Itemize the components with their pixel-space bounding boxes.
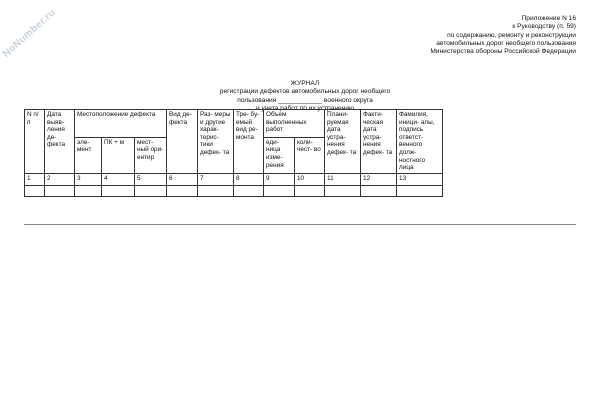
empty-cell[interactable] <box>295 185 325 196</box>
header-repair-type: Тре- бу- емый вид ре- монта <box>234 110 264 174</box>
appendix-line: по содержанию, ремонту и реконструкции <box>447 31 576 39</box>
appendix-note <box>430 15 576 56</box>
header-date-found: Дата выяв- ления де- фекта <box>45 110 75 174</box>
header-location: Местоположение дефекта <box>75 110 167 138</box>
column-number: 6 <box>167 173 198 185</box>
journal-subtitle-line: и учета работ по их устранению <box>256 104 354 112</box>
column-number: 4 <box>102 173 135 185</box>
header-unit: еди- ница изме- рения <box>264 137 295 173</box>
empty-cell[interactable] <box>45 185 75 196</box>
header-num: N п/п <box>25 110 45 174</box>
header-responsible: Фамилия, иници- алы, подпись ответст- венного долж- ностного лица <box>397 110 443 174</box>
column-number-row <box>25 173 443 185</box>
watermark: NoNumber.ru <box>0 7 58 60</box>
header-pk: ПК + м <box>102 137 135 173</box>
empty-cell[interactable] <box>234 185 264 196</box>
page-divider <box>24 224 576 225</box>
column-number: 10 <box>295 173 325 185</box>
column-number: 12 <box>361 173 397 185</box>
empty-cell[interactable] <box>397 185 443 196</box>
header-row <box>25 110 443 138</box>
header-defect-type: Вид де- фекта <box>167 110 198 174</box>
column-number: 13 <box>397 173 443 185</box>
journal-heading: ЖУРНАЛ <box>290 80 320 87</box>
header-work-volume: Объем выполненных работ <box>264 110 325 138</box>
column-number: 7 <box>198 173 234 185</box>
header-quantity: коли- чест- во <box>295 137 325 173</box>
column-number: 8 <box>234 173 264 185</box>
empty-cell[interactable] <box>75 185 102 196</box>
empty-cell[interactable] <box>198 185 234 196</box>
empty-cell[interactable] <box>325 185 361 196</box>
column-number: 11 <box>325 173 361 185</box>
column-number: 1 <box>25 173 45 185</box>
header-dimensions: Раз- меры и другие харак- терис- тики дефек- та <box>198 110 234 174</box>
appendix-line: Приложение N 16 <box>521 15 576 22</box>
column-number: 9 <box>264 173 295 185</box>
empty-entry-row <box>25 185 443 196</box>
column-number: 5 <box>135 173 167 185</box>
header-planned-date: Плани- руемая дата устра- нения дефек- та <box>325 110 361 174</box>
column-number: 2 <box>45 173 75 185</box>
empty-cell[interactable] <box>167 185 198 196</box>
header-element: эле- мент <box>75 137 102 173</box>
appendix-line: Министерства обороны Российской Федерации <box>430 48 576 56</box>
defect-log-table <box>24 109 443 197</box>
journal-subtitle-line: регистрации дефектов автомобильных дорог необщего <box>219 88 391 96</box>
empty-cell[interactable] <box>264 185 295 196</box>
empty-cell[interactable] <box>361 185 397 196</box>
empty-cell[interactable] <box>102 185 135 196</box>
journal-subtitle-line: пользования ____________ военного округа <box>237 96 373 104</box>
appendix-line: к Руководству (п. 59) <box>512 23 576 31</box>
column-number: 3 <box>75 173 102 185</box>
header-local-orient: мест- ный ори- ентир <box>135 137 167 173</box>
empty-cell[interactable] <box>135 185 167 196</box>
empty-cell[interactable] <box>25 185 45 196</box>
header-actual-date: Факти- ческая дата устра- нения дефек- та <box>361 110 397 174</box>
appendix-line: автомобильных дорог необщего пользования <box>436 39 576 47</box>
